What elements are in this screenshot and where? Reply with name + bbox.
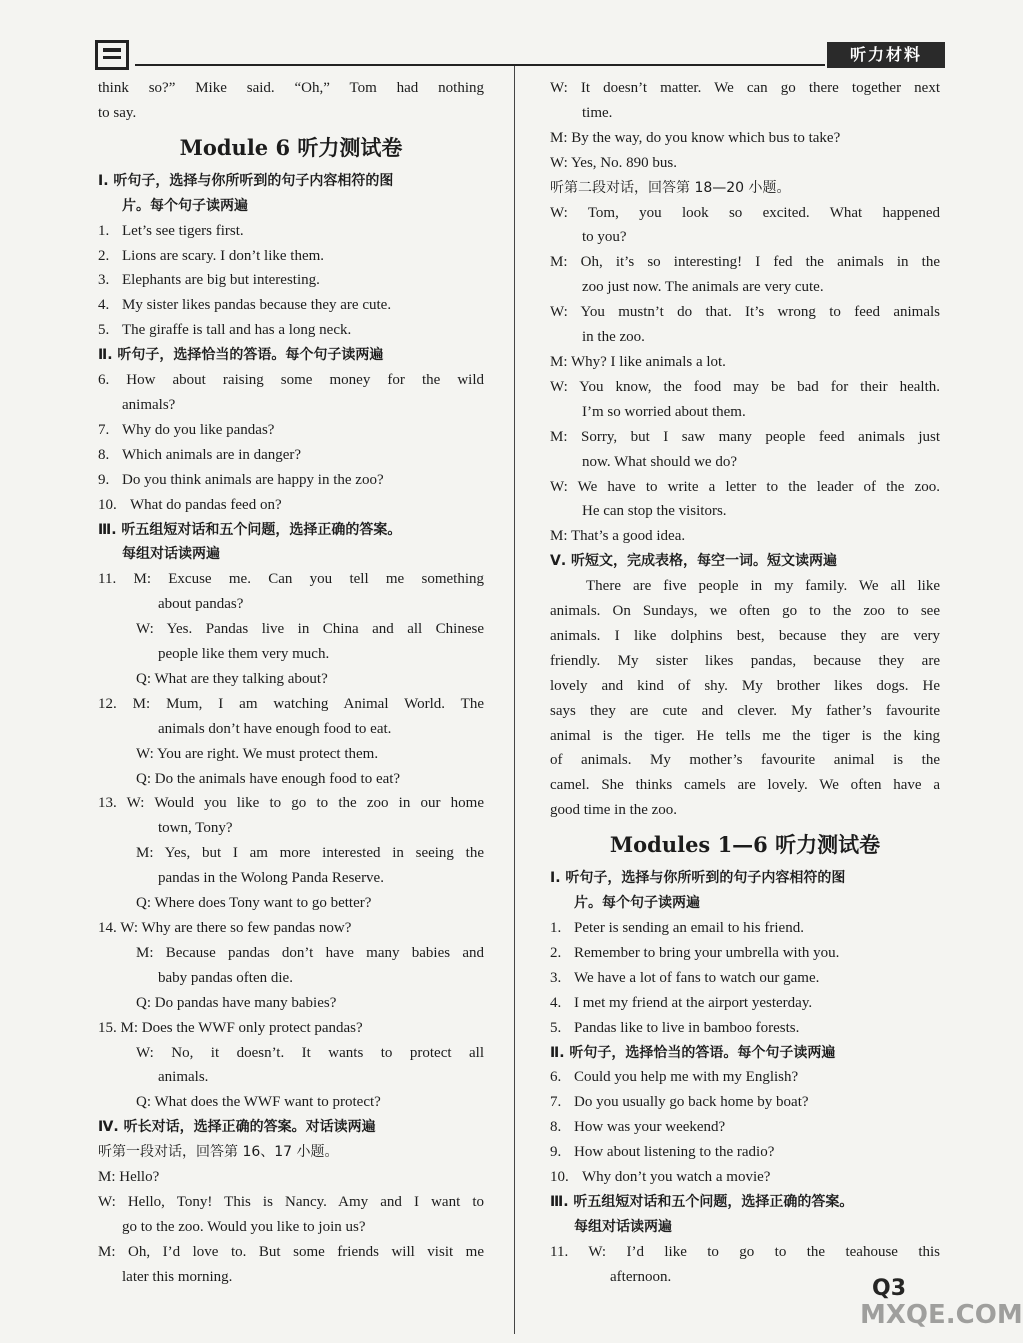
dialogue-line: 14. W: Why are there so few pandas now? xyxy=(98,920,352,936)
dialogue-line: afternoon. xyxy=(610,1268,672,1285)
right-column xyxy=(550,76,940,1290)
header-rule xyxy=(135,64,825,66)
list-item: 1. Peter is sending an email to his friend. xyxy=(550,920,804,936)
dialogue-line: town, Tony? xyxy=(158,820,233,837)
column-divider xyxy=(514,66,515,1334)
section-heading: Ⅳ. 听长对话，选择正确的答案。对话读两遍 xyxy=(98,1119,376,1136)
dialogue-line: Q: Where does Tony want to go better? xyxy=(136,895,372,912)
dialogue-line: W: Hello, Tony! This is Nancy. Amy and I want to xyxy=(98,1193,484,1210)
dialogue-line: baby pandas often die. xyxy=(158,969,293,986)
dialogue-line: W: Tom, you look so excited. What happened xyxy=(550,204,940,221)
list-item: 8. Which animals are in danger? xyxy=(98,446,302,463)
text-line: to say. xyxy=(98,104,137,121)
section-tag: 听力材料 xyxy=(827,42,945,68)
dialogue-line: W: It doesn’t matter. We can go there together next xyxy=(550,80,940,96)
dialogue-line: people like them very much. xyxy=(158,646,330,663)
dialogue-line: Q: Do pandas have many babies? xyxy=(136,994,337,1011)
list-item: 1. Let’s see tigers first. xyxy=(98,222,244,239)
dialogue-line: 13. W: Would you like to go to the zoo in our home xyxy=(98,795,484,812)
passage-line: animal is the tiger. He tells me the tiger is the king xyxy=(550,727,940,744)
section-heading: Ⅰ. 听句子，选择与你所听到的句子内容相符的图 xyxy=(98,172,394,189)
dialogue-line: M: Because pandas don’t have many babies and xyxy=(136,944,484,961)
list-item: 3. We have a lot of fans to watch our game. xyxy=(550,969,820,986)
passage-line: of animals. My mother’s favourite animal is the xyxy=(550,752,940,769)
passage-line: animals. On Sundays, we often go to the zoo to see xyxy=(550,603,940,620)
passage-line: good time in the zoo. xyxy=(550,802,678,819)
dialogue-line: W: Yes, No. 890 bus. xyxy=(550,154,677,171)
dialogue-line: M: Hello? xyxy=(98,1169,160,1186)
dialogue-line: later this morning. xyxy=(122,1268,233,1285)
section-heading: 片。每个句子读两遍 xyxy=(574,895,700,912)
dialogue-line: animals. xyxy=(158,1069,209,1086)
section-heading: Ⅲ. 听五组短对话和五个问题，选择正确的答案。 xyxy=(98,521,402,538)
dialogue-line: go to the zoo. Would you like to join us? xyxy=(122,1218,366,1235)
dialogue-line: animals don’t have enough food to eat. xyxy=(158,720,392,737)
list-item: 6. Could you help me with my English? xyxy=(550,1069,799,1086)
sub-heading: 听第一段对话，回答第 16、17 小题。 xyxy=(98,1144,339,1161)
dialogue-line: W: We have to write a letter to the leader of the zoo. xyxy=(550,478,940,495)
text-line: think so?” Mike said. “Oh,” Tom had nothing xyxy=(98,80,484,96)
section-heading: Ⅴ. 听短文，完成表格，每空一词。短文读两遍 xyxy=(550,553,838,570)
dialogue-line: time. xyxy=(582,104,613,121)
list-item: 10. What do pandas feed on? xyxy=(98,496,282,513)
dialogue-line: Q: What are they talking about? xyxy=(136,670,328,687)
dialogue-line: Q: What does the WWF want to protect? xyxy=(136,1094,381,1111)
list-item: 7. Why do you like pandas? xyxy=(98,421,275,438)
list-item: 2. Remember to bring your umbrella with you. xyxy=(550,944,840,961)
list-item: 8. How was your weekend? xyxy=(550,1119,726,1136)
passage-line: says they are cute and clever. My father’s favourite xyxy=(550,702,940,719)
left-column xyxy=(98,76,484,1290)
list-item: 10. Why don’t you watch a movie? xyxy=(550,1169,771,1186)
section-heading: Ⅱ. 听句子，选择恰当的答语。每个句子读两遍 xyxy=(98,347,384,364)
list-item: 5. Pandas like to live in bamboo forests. xyxy=(550,1019,800,1036)
section-heading: Ⅱ. 听句子，选择恰当的答语。每个句子读两遍 xyxy=(550,1044,836,1061)
dialogue-line: 12. M: Mum, I am watching Animal World. The xyxy=(98,695,484,712)
list-item: 5. The giraffe is tall and has a long neck. xyxy=(98,322,352,339)
dialogue-line: He can stop the visitors. xyxy=(582,503,727,520)
dialogue-line: about pandas? xyxy=(158,596,244,613)
dialogue-line: now. What should we do? xyxy=(582,453,737,470)
list-item: 7. Do you usually go back home by boat? xyxy=(550,1094,809,1111)
dialogue-line: W: You know, the food may be bad for their health. xyxy=(550,378,940,395)
section-heading: 每组对话读两遍 xyxy=(122,546,220,563)
list-item: 9. How about listening to the radio? xyxy=(550,1144,775,1161)
section-heading: Ⅲ. 听五组短对话和五个问题，选择正确的答案。 xyxy=(550,1193,854,1210)
dialogue-line: M: Why? I like animals a lot. xyxy=(550,353,726,370)
dialogue-line: M: That’s a good idea. xyxy=(550,528,686,545)
dialogue-line: 11. M: Excuse me. Can you tell me something xyxy=(98,571,484,588)
dialogue-line: W: You mustn’t do that. It’s wrong to feed animals xyxy=(550,304,940,321)
sub-heading: 听第二段对话，回答第 18—20 小题。 xyxy=(550,179,791,196)
section-heading: Ⅰ. 听句子，选择与你所听到的句子内容相符的图 xyxy=(550,870,846,887)
dialogue-line: zoo just now. The animals are very cute. xyxy=(582,279,824,296)
passage-line: camel. She thinks camels are lovely. We often have a xyxy=(550,777,940,794)
text-line: animals? xyxy=(122,396,176,413)
section-title: Module 6 听力测试卷 xyxy=(179,134,403,160)
book-logo-icon xyxy=(95,40,129,70)
dialogue-line: M: Yes, but I am more interested in seeing the xyxy=(136,845,484,862)
list-item: 2. Lions are scary. I don’t like them. xyxy=(98,247,325,264)
dialogue-line: M: Oh, I’d love to. But some friends will visit me xyxy=(98,1243,484,1260)
dialogue-line: I’m so worried about them. xyxy=(582,403,746,420)
dialogue-line: W: No, it doesn’t. It wants to protect all xyxy=(136,1044,484,1061)
passage-line: friendly. My sister likes pandas, because they are xyxy=(550,652,940,669)
section-title: Modules 1—6 听力测试卷 xyxy=(609,832,881,858)
dialogue-line: 11. W: I’d like to go to the teahouse this xyxy=(550,1243,940,1260)
page-header xyxy=(95,40,945,72)
dialogue-line: in the zoo. xyxy=(582,329,645,346)
list-item: 4. I met my friend at the airport yesterday. xyxy=(550,994,813,1011)
list-item: 4. My sister likes pandas because they are cute. xyxy=(98,297,392,314)
passage-line: lovely and kind of shy. My brother likes dogs. He xyxy=(550,677,940,694)
list-item: 6. How about raising some money for the wild xyxy=(98,372,484,389)
dialogue-line: M: Oh, it’s so interesting! I fed the animals in the xyxy=(550,254,940,271)
dialogue-line: to you? xyxy=(582,229,627,246)
dialogue-line: 15. M: Does the WWF only protect pandas? xyxy=(98,1019,363,1036)
list-item: 3. Elephants are big but interesting. xyxy=(98,272,320,289)
dialogue-line: M: Sorry, but I saw many people feed animals just xyxy=(550,428,940,445)
dialogue-line: Q: Do the animals have enough food to eat? xyxy=(136,770,401,787)
section-heading: 片。每个句子读两遍 xyxy=(122,197,248,214)
dialogue-line: W: Yes. Pandas live in China and all Chinese xyxy=(136,621,484,638)
dialogue-line: W: You are right. We must protect them. xyxy=(136,745,379,762)
passage-line: There are five people in my family. We all like xyxy=(586,578,940,595)
passage-line: animals. I like dolphins best, because they are very xyxy=(550,627,940,644)
list-item: 9. Do you think animals are happy in the zoo? xyxy=(98,471,384,488)
dialogue-line: M: By the way, do you know which bus to take? xyxy=(550,129,841,146)
dialogue-line: pandas in the Wolong Panda Reserve. xyxy=(158,870,384,887)
watermark-logo: MXQE.COM xyxy=(860,1300,1023,1330)
section-heading: 每组对话读两遍 xyxy=(574,1218,672,1235)
page-number: Q3 xyxy=(872,1276,907,1301)
